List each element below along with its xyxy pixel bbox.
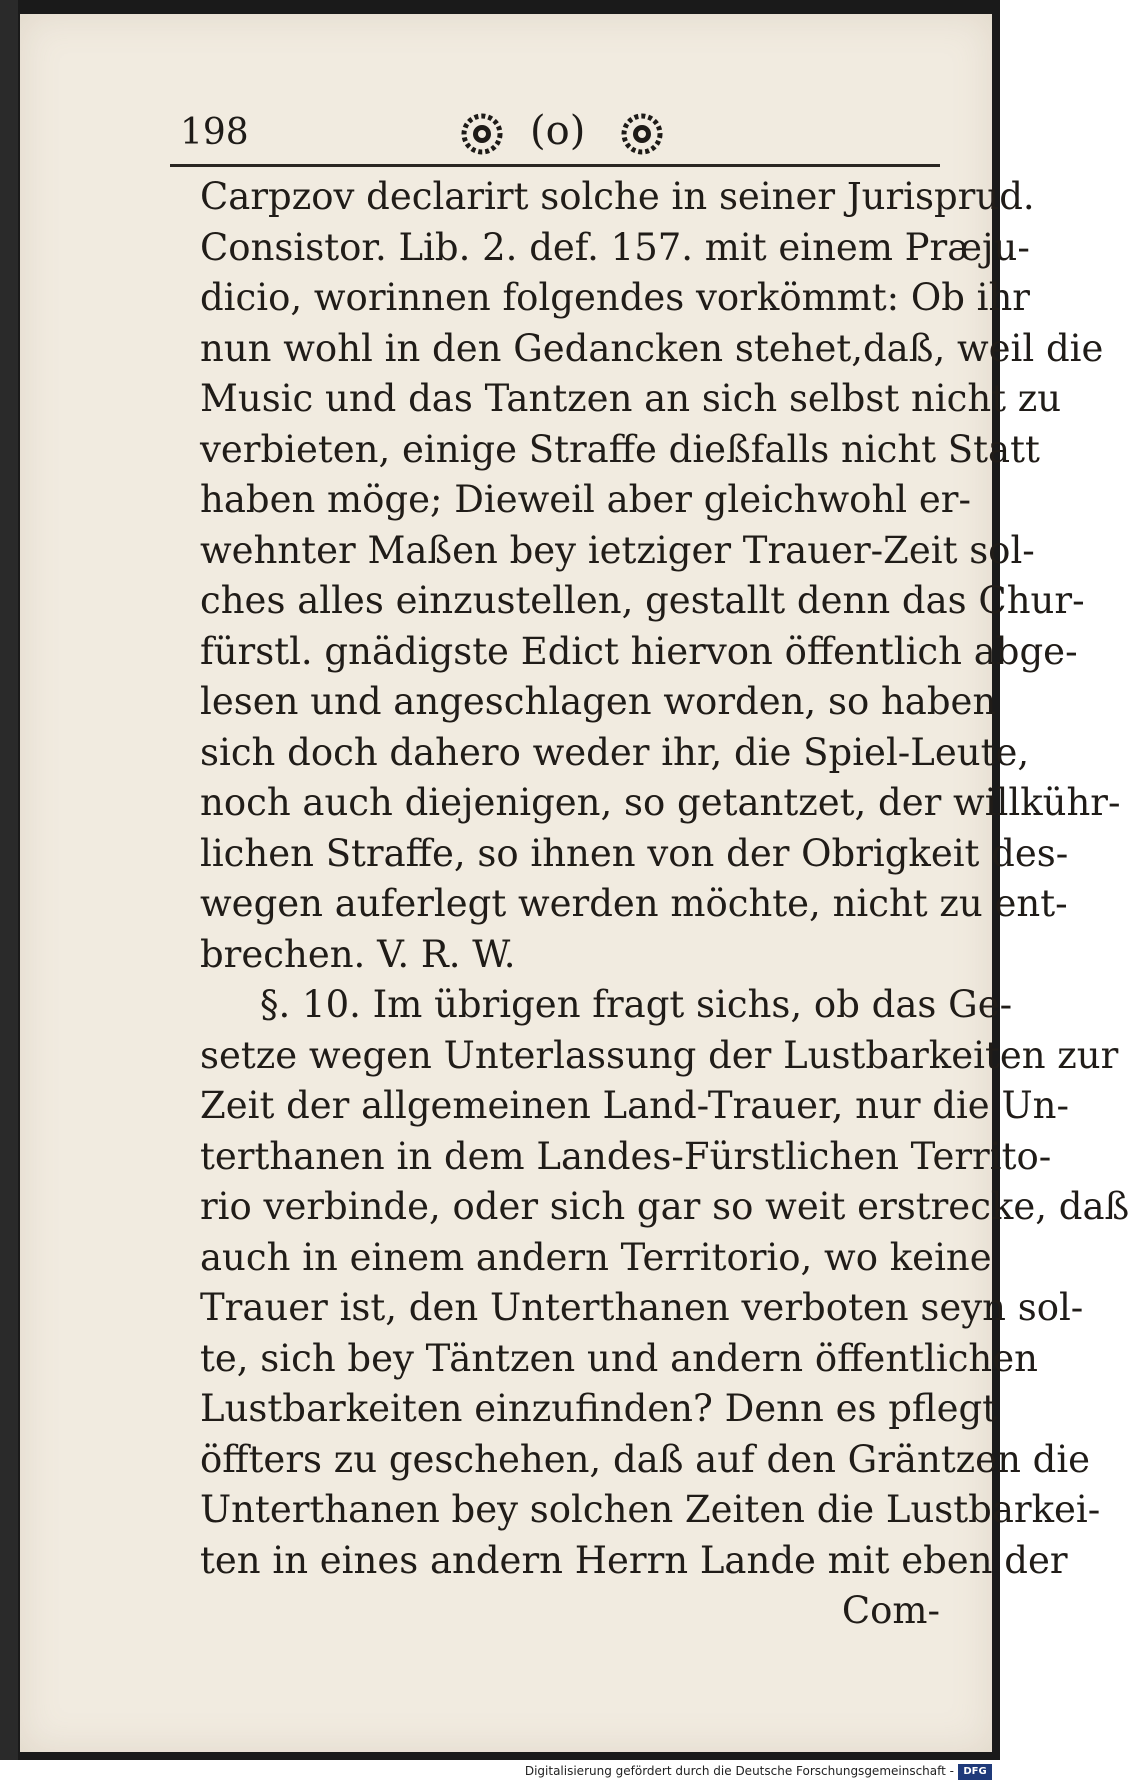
funding-credit: Digitalisierung gefördert durch die Deutsche Forschungsgemeinschaft - [524,1764,954,1778]
text-line: sich doch dahero weder ihr, die Spiel-Leute, [200,730,1030,774]
scan-edge [0,0,18,1760]
text-line: wegen auferlegt werden möchte, nicht zu ent- [200,882,1068,925]
footer [0,1760,1000,1786]
text-line: noch auch diejenigen, so getantzet, der willkühr- [200,781,1121,824]
text-line: brechen. V. R. W. [200,932,516,976]
text-line: terthanen in dem Landes-Fürstlichen Territo- [200,1134,1052,1178]
text-line: Music und das Tantzen an sich selbst nicht zu [200,377,1062,420]
text-line: verbieten, einige Straffe dießfalls nicht Statt [200,427,1040,471]
text-line: auch in einem andern Territorio, wo keine [200,1235,992,1279]
text-line: haben möge; Dieweil aber gleichwohl er- [200,478,971,521]
text-line: Unterthanen bey solchen Zeiten die Lustbarkei- [200,1488,1101,1531]
catchword: Com- [841,1589,940,1632]
text-line: Trauer ist, den Unterthanen verboten seyn sol- [200,1286,1084,1329]
text-line: te, sich bey Täntzen und andern öffentlichen [200,1336,1038,1380]
flower-ornament-icon [460,112,504,156]
text-line: wehnter Maßen bey ietziger Trauer-Zeit sol- [200,528,1035,572]
dfg-logo: DFG [958,1764,992,1780]
text-line: ten in eines andern Herrn Lande mit eben der [200,1538,1068,1582]
text-line: dicio, worinnen folgendes vorkömmt: Ob ihr [200,276,1030,319]
section-start-line: §. 10. Im übrigen fragt sichs, ob das Ge- [260,983,1013,1026]
text-line: lichen Straffe, so ihnen von der Obrigkeit des- [200,831,1069,875]
text-line: öffters zu geschehen, daß auf den Gräntzen die [200,1437,1091,1481]
body-text [200,172,1129,1637]
header-rule [170,164,940,167]
page-header [180,110,940,162]
text-line: rio verbinde, oder sich gar so weit erstrecke, daß [200,1185,1129,1228]
header-symbol: (o) [530,108,586,154]
text-line: Lustbarkeiten einzufinden? Denn es pflegt [200,1387,998,1430]
text-line: lesen und angeschlagen worden, so haben [200,680,997,723]
text-line: Carpzov declarirt solche in seiner Jurisprud. [200,175,1035,218]
text-line: nun wohl in den Gedancken stehet,daß, weil die [200,326,1104,370]
text-line: Zeit der allgemeinen Land-Trauer, nur die Un- [200,1084,1069,1127]
flower-ornament-icon [620,112,664,156]
text-line: ches alles einzustellen, gestallt denn das Chur- [200,579,1085,622]
text-line: setze wegen Unterlassung der Lustbarkeiten zur [200,1033,1119,1077]
text-line: Consistor. Lib. 2. def. 157. mit einem Præju- [200,225,1030,269]
text-line: fürstl. gnädigste Edict hiervon öffentlich abge- [200,629,1078,673]
page-number: 198 [180,112,249,153]
